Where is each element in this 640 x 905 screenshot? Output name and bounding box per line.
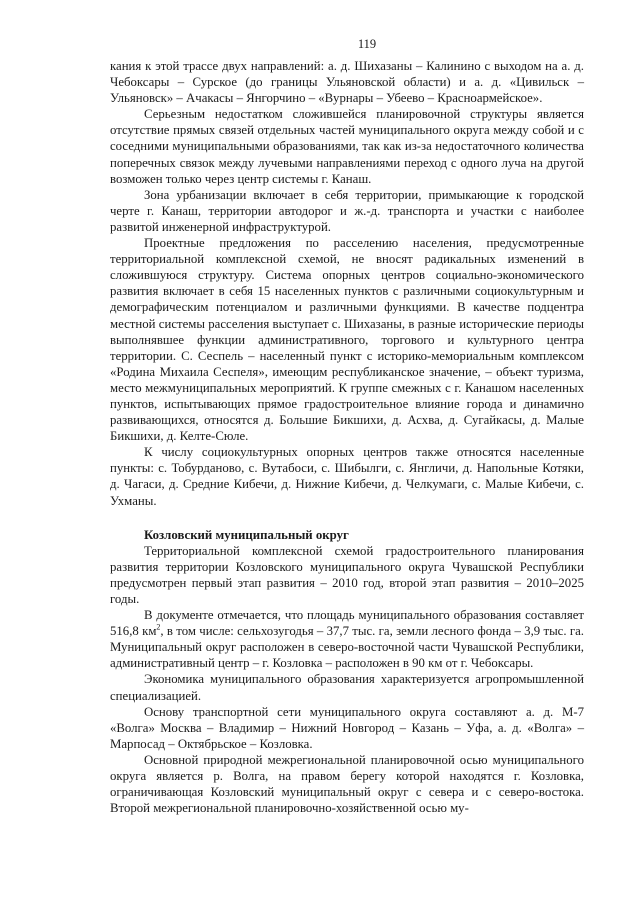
paragraph-transport-network: Основу транспортной сети муниципального округа составляют а. д. М-7 «Волга» Москва – Владимир – Нижний Новгород – Казань – Уфа, а. д. «Волга» – Марпосад – Октябрьское – Козловка. bbox=[110, 704, 584, 751]
paragraph-continuation: кания к этой трассе двух направлений: а. д. Шихазаны – Калинино с выходом на а. д. Чебоксары – Сурское (до границы Ульяновской области) и а. д. «Цивильск – Ульяновск» – Ачакасы – Янгорчино – «Вурнары – Убеево – Красноармейское». bbox=[110, 59, 584, 106]
area-text-before: В документе отмечается, что площадь муниципального образования составляет 516,8 км bbox=[110, 608, 584, 639]
paragraph-urbanization-zone: Зона урбанизации включает в себя территории, примыкающие к городской черте г. Канаш, территории автодорог и ж.-д. транспорта и участки с наиболее развитой инженерной инфраструктурой. bbox=[110, 187, 584, 234]
paragraph-planning-drawback: Серьезным недостатком сложившейся планировочной структуры является отсутствие прямых связей отдельных частей муниципального округа между собой и с соседними муниципальными образованиями, так как из-за недостаточного количества поперечных связок между лучевыми направлениями переход с одного луча на другой возможен только через центр системы г. Канаш. bbox=[110, 107, 584, 186]
paragraph-area bbox=[110, 607, 584, 671]
page-number: 119 bbox=[357, 37, 377, 51]
area-text-after: , в том числе: сельхозугодья – 37,7 тыс. га, земли лесного фонда – 3,9 тыс. га. Муниципальный округ расположен в северо-восточной части Чувашской Республики, административный центр – г. Козловка – расположен в 90 км от г. Чебоксары. bbox=[110, 624, 584, 671]
paragraph-development-stages: Территориальной комплексной схемой градостроительного планирования развития территории Козловского муниципального округа Чувашской Республики предусмотрен первый этап развития – 2010 год, второй этап развития – 2010–2025 годы. bbox=[110, 543, 584, 606]
paragraph-planning-axis: Основной природной межрегиональной планировочной осью муниципального округа является р. Волга, на правом берегу которой находятся г. Козловка, ограничивающая Козловский муниципальный округ с севера и с северо-востока. Второй межрегиональной планировочно-хозяйственной осью му- bbox=[110, 752, 584, 816]
section-title: Козловский муниципальный округ bbox=[144, 527, 349, 542]
paragraph-sociocultural-centers: К числу социокультурных опорных центров также относятся населенные пункты: с. Тобурданово, с. Вутабоси, с. Шибылги, с. Янгличи, д. Напольные Котяки, д. Чагаси, д. Средние Кибечи, д. Нижние Кибечи, д. Челкумаги, с. Малые Кибечи, с. Ухманы. bbox=[110, 445, 584, 508]
area-unit-superscript: 2 bbox=[156, 622, 161, 632]
paragraph-settlement-proposals: Проектные предложения по расселению населения, предусмотренные территориальной комплексной схемой, не вносят радикальных изменений в сложившуюся структуру. Система опорных центров социально-экономического развития включает в себя 15 населенных пунктов с различными социокультурным и демографическим потенциалом и различными функциями. В качестве подцентра местной системы расселения выступает с. Шихазаны, в разные исторические периоды выполнявшее функции административного, торгового и культурного центра территории. С. Сеспель – населенный пункт с историко-мемориальным комплексом «Родина Михаила Сеспеля», имеющим республиканское значение, – объект туризма, место межмуниципальных мероприятий. К группе смежных с г. Канашом населенных пунктов, испытывающих прямое градостроительное влияние города и динамично развивающихся, относятся д. Большие Бикшихи, д. Асхва, д. Сугайкасы, д. Малые Бикшихи, д. Келте-Сюле. bbox=[110, 236, 584, 444]
paragraph-economy: Экономика муниципального образования характеризуется агропромышленной специализацией. bbox=[110, 672, 584, 703]
